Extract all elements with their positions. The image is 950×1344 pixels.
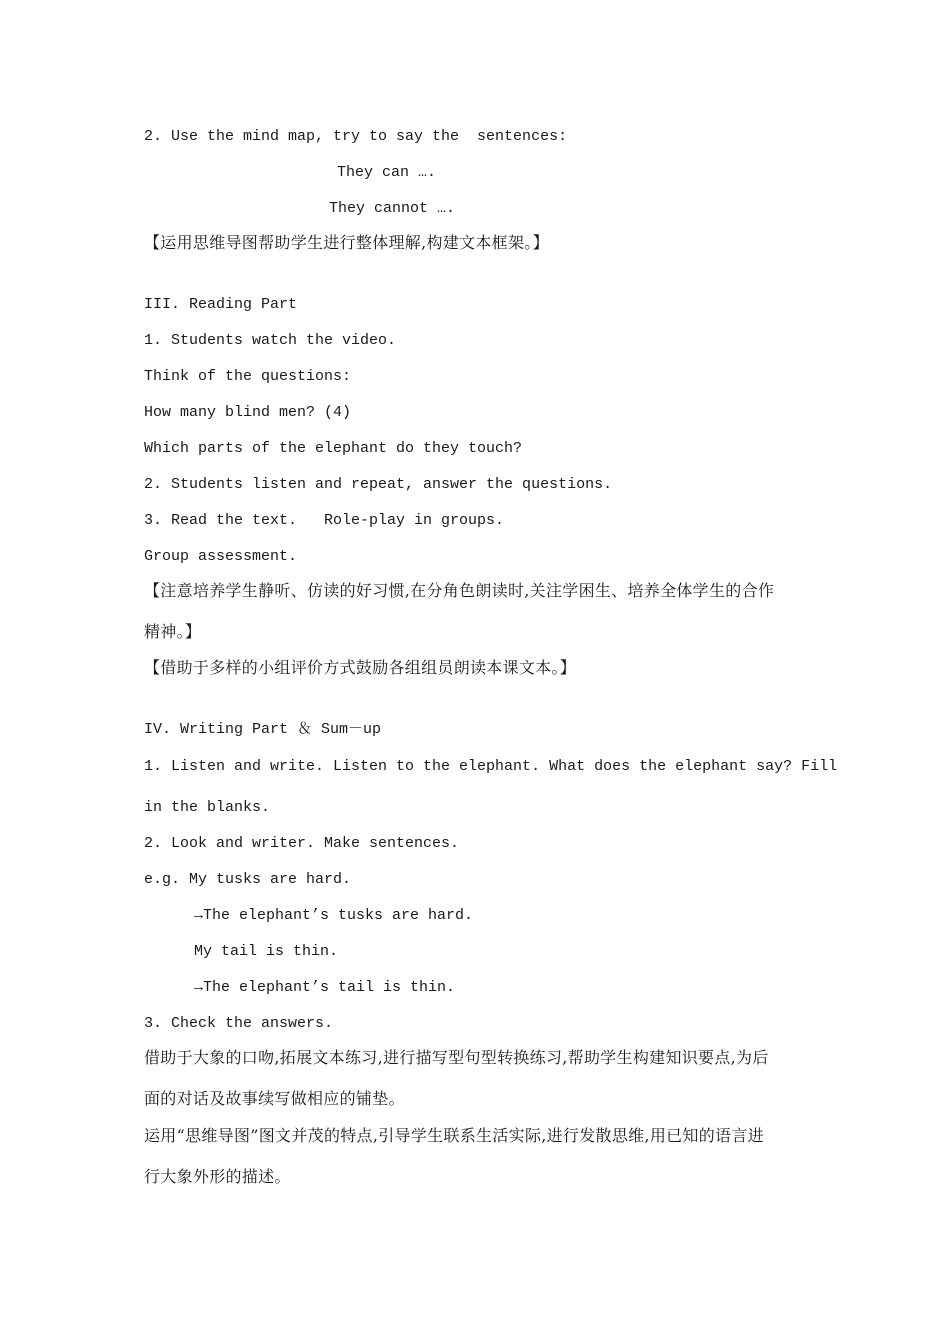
note-writing-1b: 面的对话及故事续写做相应的铺垫。 xyxy=(144,1089,405,1108)
reading-step-1: 1. Students watch the video. xyxy=(144,332,397,349)
reading-step-2: 2. Students listen and repeat, answer the questions. xyxy=(144,476,613,493)
note-reading-1a: 【注意培养学生静听、仿读的好习惯,在分角色朗读时,关注学困生、培养全体学生的合作 xyxy=(144,581,775,600)
reading-step-3: 3. Read the text. Role-play in groups. xyxy=(144,512,505,529)
writing-example-answer-1: →The elephant’s tusks are hard. xyxy=(194,907,474,924)
writing-example-prompt-2: My tail is thin. xyxy=(194,943,339,960)
writing-step-3: 3. Check the answers. xyxy=(144,1015,334,1032)
writing-example-answer-2: →The elephant’s tail is thin. xyxy=(194,979,456,996)
note-reading-1b: 精神。】 xyxy=(144,622,202,641)
note-mind-map: 【运用思维导图帮助学生进行整体理解,构建文本框架。】 xyxy=(144,233,549,252)
writing-step-1a: 1. Listen and write. Listen to the elephant. What does the elephant say? Fill xyxy=(144,758,838,775)
writing-step-1b: in the blanks. xyxy=(144,799,271,816)
sentence-they-can: They can …. xyxy=(337,164,437,181)
section-heading-reading: III. Reading Part xyxy=(144,296,298,313)
reading-think-questions: Think of the questions: xyxy=(144,368,352,385)
reading-question-2: Which parts of the elephant do they touch? xyxy=(144,440,523,457)
writing-step-2: 2. Look and writer. Make sentences. xyxy=(144,835,460,852)
instruction-mind-map: 2. Use the mind map, try to say the sentences: xyxy=(144,128,568,145)
note-writing-2a: 运用“思维导图”图文并茂的特点,引导学生联系生活实际,进行发散思维,用已知的语言进 xyxy=(144,1126,764,1145)
note-reading-2: 【借助于多样的小组评价方式鼓励各组组员朗读本课文本。】 xyxy=(144,658,577,677)
reading-question-1: How many blind men? (4) xyxy=(144,404,352,421)
note-writing-2b: 行大象外形的描述。 xyxy=(144,1167,291,1186)
note-writing-1a: 借助于大象的口吻,拓展文本练习,进行描写型句型转换练习,帮助学生构建知识要点,为后 xyxy=(144,1048,769,1067)
sentence-they-cannot: They cannot …. xyxy=(329,200,456,217)
writing-example: e.g. My tusks are hard. xyxy=(144,871,352,888)
reading-group-assessment: Group assessment. xyxy=(144,548,298,565)
section-heading-writing: IV. Writing Part ＆ Sum－up xyxy=(144,721,382,738)
